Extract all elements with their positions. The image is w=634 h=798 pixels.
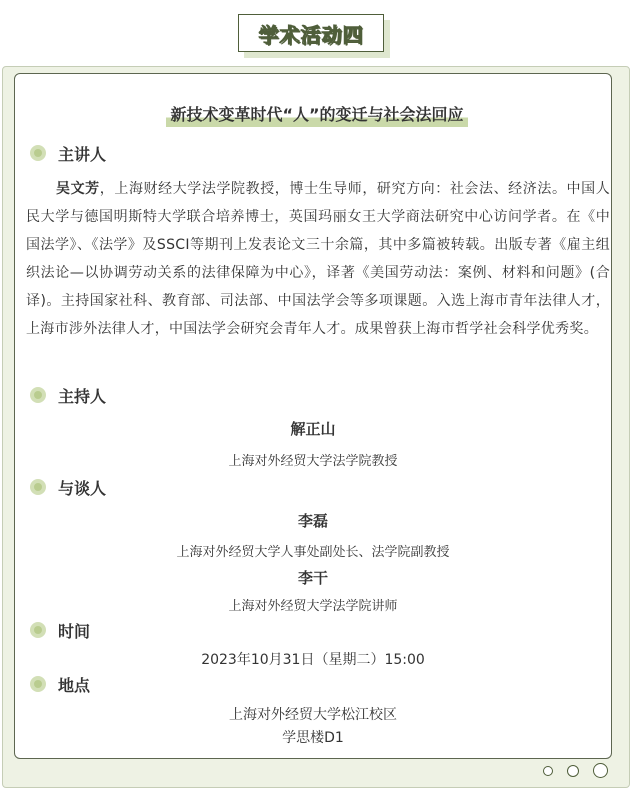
place-label: 地点 [58,675,91,695]
large-circle-icon [593,763,608,778]
host-affiliation: 上海对外经贸大学法学院教授 [228,454,398,469]
title-badge-face [238,14,384,52]
page-title: 学术活动四 [258,22,364,47]
discussant-affiliation: 上海对外经贸大学法学院讲师 [228,599,398,614]
place-section-header [30,674,90,694]
discussants-label: 与谈人 [58,478,107,498]
bullet-circle-icon [30,145,46,161]
event-place-line2: 学思楼D1 [282,730,344,746]
discussants-section-header [30,477,106,497]
bullet-circle-icon [30,479,46,495]
time-label: 时间 [58,621,91,641]
speaker-bio [26,175,610,343]
speaker-label: 主讲人 [58,144,107,164]
discussant-name: 李干 [297,569,328,587]
host-label: 主持人 [58,386,107,406]
host-name: 解正山 [290,420,336,438]
bullet-circle-icon [30,622,46,638]
title-badge [238,14,390,58]
bullet-circle-icon [30,387,46,403]
bullet-circle-icon [30,676,46,692]
medium-circle-icon [567,765,579,777]
event-place-line1: 上海对外经贸大学松江校区 [229,707,397,723]
event-time: 2023年10月31日（星期二）15:00 [201,652,425,668]
time-section-header [30,620,90,640]
decorative-dots [529,763,608,778]
host-section-header [30,385,106,405]
speaker-bio-text: ，上海财经大学法学院教授，博士生导师，研究方向：社会法、经济法。中国人民大学与德国明斯特大学联合培养博士，英国玛丽女王大学商法研究中心访问学者。在《中国法学》、《法学》及SSCI等期刊上发表论文三十余篇，其中多篇被转载。出版专著《雇主组织法论—以协调劳动关系的法律保障为中心》，译著《美国劳动法：案例、材料和问题》(合译)。主持国家社科、教育部、司法部、中国法学会等多项课题。入选上海市青年法律人才，上海市涉外法律人才，中国法学会研究会青年人才。成果曾获上海市哲学社会科学优秀奖。 [26,181,610,337]
speaker-section-header [30,143,106,163]
topic-heading [0,102,634,127]
small-circle-icon [543,766,553,776]
topic-title: 新技术变革时代“人”的变迁与社会法回应 [166,102,467,127]
speaker-name: 吴文芳 [56,181,100,197]
discussant-name: 李磊 [297,512,328,530]
discussant-affiliation: 上海对外经贸大学人事处副处长、法学院副教授 [176,545,450,560]
